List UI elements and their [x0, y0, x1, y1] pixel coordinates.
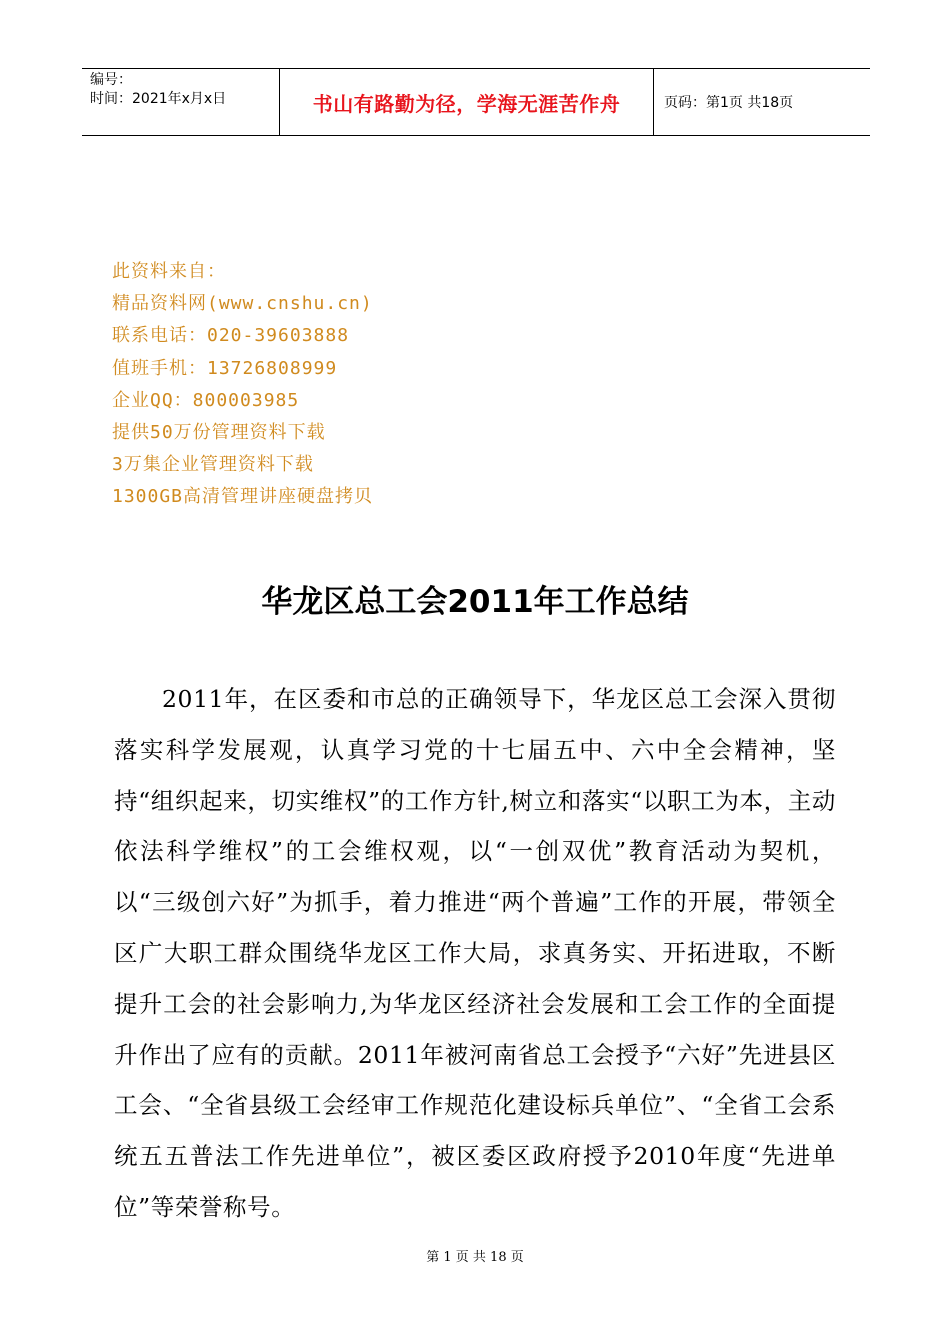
source-line: 1300GB高清管理讲座硬盘拷贝: [112, 486, 374, 508]
body-paragraph: 2011年，在区委和市总的正确领导下，华龙区总工会深入贯彻落实科学发展观，认真学习党的十七届五中、六中全会精神，坚持“组织起来，切实维权”的工作方针,树立和落实“以职工为本，主动依法科学维权”的工会维权观，以“一创双优”教育活动为契机，以“三级创六好”为抓手，着力推进“两个普遍”工作的开展，带领全区广大职工群众围绕华龙区工作大局，求真务实、开拓进取，不断提升工会的社会影响力,为华龙区经济社会发展和工会工作的全面提升作出了应有的贡献。2011年被河南省总工会授予“六好”先进县区工会、“全省县级工会经审工作规范化建设标兵单位”、“全省工会系统五五普法工作先进单位”，被区委区政府授予2010年度“先进单位”等荣誉称号。: [114, 685, 836, 1221]
header-meta-cell: [82, 69, 280, 135]
header-page-info: 页码：第1页 共18页: [664, 95, 794, 111]
source-line: 提供50万份管理资料下载: [112, 422, 326, 444]
source-line: 值班手机：13726808999: [112, 357, 338, 379]
source-line: 此资料来自：: [112, 261, 226, 282]
header-motto-cell: [280, 69, 654, 135]
header-page-cell: [654, 69, 870, 135]
source-line: 企业QQ：800003985: [112, 389, 300, 411]
source-info-block: [112, 256, 373, 514]
source-line: 3万集企业管理资料下载: [112, 454, 314, 476]
page-footer: 第 1 页 共 18 页: [426, 1250, 524, 1265]
document-number-label: 编号：: [90, 72, 132, 88]
header-table: [82, 68, 870, 136]
document-title: 华龙区总工会2011年工作总结: [261, 584, 689, 620]
source-line: 联系电话：020-39603888: [112, 325, 350, 347]
header-motto: 书山有路勤为径，学海无涯苦作舟: [312, 91, 621, 116]
source-line: 精品资料网(www.cnshu.cn): [112, 293, 373, 315]
document-date-label: 时间：2021年x月x日: [90, 91, 227, 107]
